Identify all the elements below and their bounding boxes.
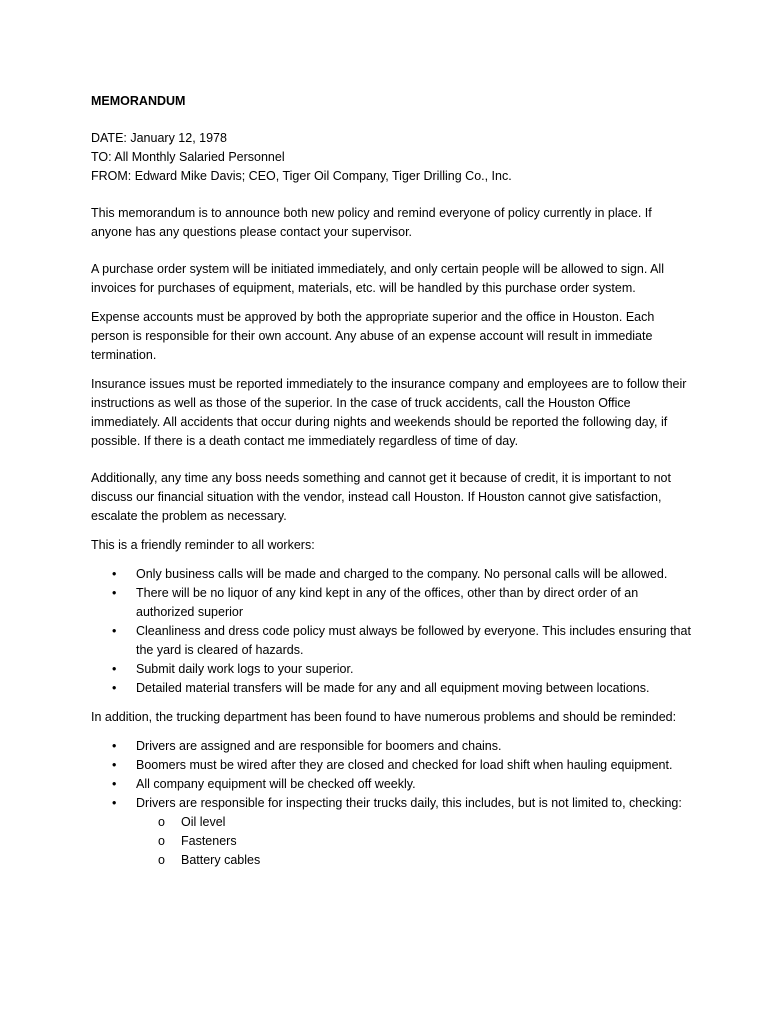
list-item: • Drivers are assigned and are responsible for boomers and chains. (91, 737, 691, 756)
memo-from: FROM: Edward Mike Davis; CEO, Tiger Oil Company, Tiger Drilling Co., Inc. (91, 169, 512, 183)
list-item: • Boomers must be wired after they are closed and checked for load shift when hauling equipment. (91, 756, 691, 775)
list-item: • Only business calls will be made and charged to the company. No personal calls will be allowed. (91, 565, 691, 584)
trucking-intro: In addition, the trucking department has been found to have numerous problems and should be reminded: (91, 710, 677, 724)
memo-date: DATE: January 12, 1978 (91, 131, 227, 145)
list-item: • There will be no liquor of any kind kept in any of the offices, other than by direct order of an authorized superior (91, 584, 691, 622)
paragraph-insurance: Insurance issues must be reported immediately to the insurance company and employees are to follow their instructions as well as those of the superior. In the case of truck accidents, call the Houston Office immediately. All accidents that occur during nights and weekends should be reported the following day, if possible. If there is a death contact me immediately regardless of time of day. (91, 377, 687, 448)
list-item: • Submit daily work logs to your superior. (91, 660, 691, 679)
paragraph-intro: This memorandum is to announce both new policy and remind everyone of policy currently in place. If anyone has any questions please contact your supervisor. (91, 206, 652, 239)
check-sublist (136, 813, 691, 870)
trucking-list (91, 737, 691, 870)
reminder-list (91, 565, 691, 698)
list-item-text: Drivers are responsible for inspecting their trucks daily, this includes, but is not limited to, checking: (136, 796, 682, 810)
sub-list-item: o Oil level (91, 813, 691, 832)
sub-list-item: o Fasteners (91, 832, 691, 851)
memo-header (91, 129, 691, 186)
memo-content (91, 92, 691, 880)
paragraph-expense-accounts: Expense accounts must be approved by both the appropriate superior and the office in Houston. Each person is responsible for their own account. Any abuse of an expense account will result in immediate termination. (91, 310, 655, 362)
memo-to: TO: All Monthly Salaried Personnel (91, 150, 285, 164)
list-item-with-sublist (91, 794, 691, 870)
paragraph-credit: Additionally, any time any boss needs something and cannot get it because of credit, it is important to not discuss our financial situation with the vendor, instead call Houston. If Houston cannot give satisfaction, escalate the problem as necessary. (91, 471, 671, 523)
list-item: • Cleanliness and dress code policy must always be followed by everyone. This includes ensuring that the yard is cleared of hazards. (91, 622, 691, 660)
list-item: • All company equipment will be checked off weekly. (91, 775, 691, 794)
reminder-intro: This is a friendly reminder to all workers: (91, 538, 315, 552)
sub-list-item: o Battery cables (91, 851, 691, 870)
list-item: • Detailed material transfers will be made for any and all equipment moving between locations. (91, 679, 691, 698)
paragraph-purchase-order: A purchase order system will be initiated immediately, and only certain people will be allowed to sign. All invoices for purchases of equipment, materials, etc. will be handled by this purchase order system. (91, 262, 664, 295)
memo-title: MEMORANDUM (91, 94, 186, 108)
